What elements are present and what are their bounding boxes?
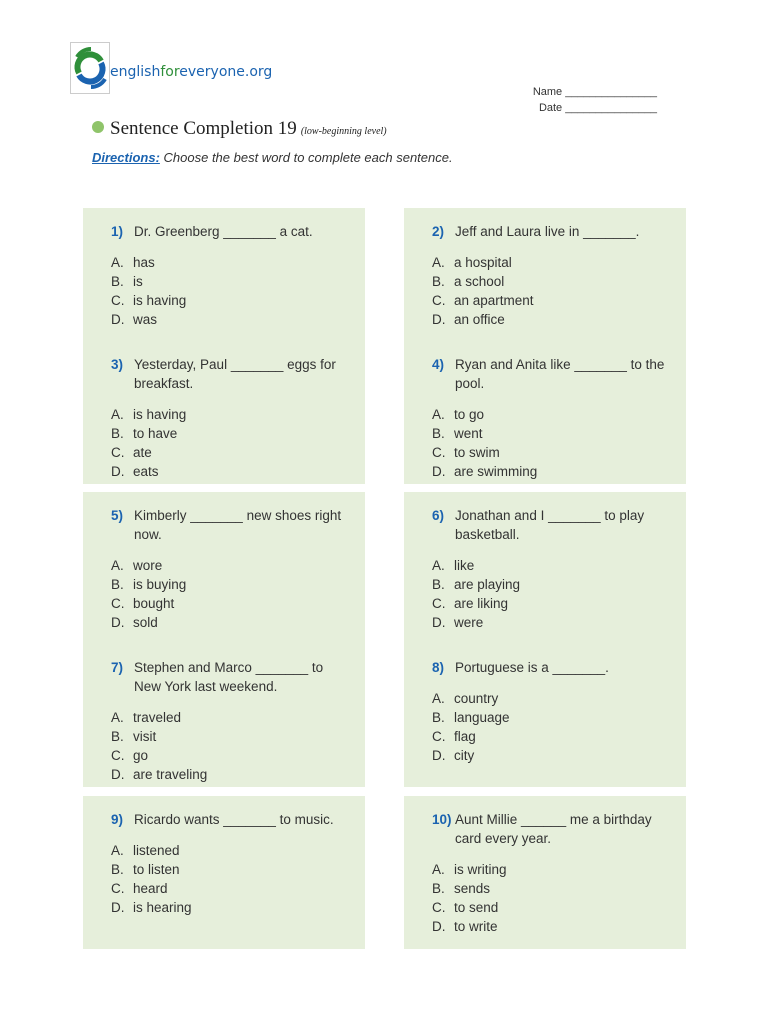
answer-option[interactable] [432,272,674,291]
question-card [404,208,686,341]
question-text: Jeff and Laura live in _______. [455,224,640,239]
option-letter: B. [111,862,124,877]
option-text: an office [454,312,505,327]
answer-option[interactable] [432,613,674,632]
option-letter: D. [111,615,125,630]
answer-option[interactable] [432,727,674,746]
question-text: Dr. Greenberg _______ a cat. [134,224,313,239]
option-text: was [133,312,158,327]
option-letter: C. [432,900,446,915]
option-text: an apartment [454,293,534,308]
answer-option[interactable] [111,860,353,879]
option-letter: D. [432,919,446,934]
site-name-mid: for [160,64,180,80]
answer-option[interactable] [111,575,353,594]
option-text: traveled [133,710,182,725]
option-text: is writing [454,862,507,877]
question-number: 1) [111,224,124,239]
answer-option[interactable] [432,879,674,898]
option-text: is [133,274,143,289]
answer-option[interactable] [111,708,353,727]
site-name [110,64,272,80]
option-letter: C. [111,881,125,896]
option-letter: A. [432,558,445,573]
option-letter: B. [432,426,445,441]
question-row [111,355,353,393]
option-text: like [454,558,475,573]
option-letter: B. [111,577,124,592]
question-text: Aunt Millie ______ me a birthday card every year. [455,812,652,846]
option-text: a school [454,274,505,289]
name-line: Name _______________ [532,86,657,98]
question-number: 4) [432,357,445,372]
option-text: is hearing [133,900,192,915]
answer-option[interactable] [111,841,353,860]
answer-option[interactable] [432,575,674,594]
option-text: to send [454,900,499,915]
globe-logo-icon [70,42,110,94]
question-row [432,222,674,241]
option-text: is buying [133,577,187,592]
question-row [432,355,674,393]
answer-option[interactable] [111,272,353,291]
answer-options [432,253,674,329]
option-letter: C. [111,293,125,308]
option-letter: A. [432,255,445,270]
option-text: is having [133,407,187,422]
answer-option[interactable] [111,310,353,329]
answer-option[interactable] [432,405,674,424]
option-letter: B. [432,881,445,896]
option-letter: A. [111,407,124,422]
answer-option[interactable] [432,708,674,727]
option-letter: A. [111,843,124,858]
answer-option[interactable] [432,689,674,708]
answer-option[interactable] [432,310,674,329]
option-text: heard [133,881,168,896]
answer-option[interactable] [111,898,353,917]
answer-option[interactable] [111,879,353,898]
answer-option[interactable] [111,594,353,613]
option-letter: B. [111,274,124,289]
option-text: to go [454,407,485,422]
answer-option[interactable] [432,594,674,613]
site-name-prefix: english [110,64,161,80]
answer-options [432,405,674,481]
option-text: sends [454,881,491,896]
question-number: 6) [432,508,445,523]
question-number: 7) [111,660,124,675]
question-card [83,492,365,645]
question-card [83,208,365,341]
option-letter: A. [432,691,445,706]
option-letter: D. [111,312,125,327]
directions-text: Choose the best word to complete each sentence. [159,150,453,165]
option-text: were [454,615,484,630]
option-letter: D. [432,615,446,630]
option-text: to write [454,919,498,934]
bullet-dot-icon [92,121,104,133]
question-card [404,796,686,949]
option-letter: C. [432,596,446,611]
question-number: 10) [432,812,452,827]
option-letter: C. [111,445,125,460]
option-text: to listen [133,862,180,877]
question-text: Ricardo wants _______ to music. [134,812,334,827]
question-row [111,810,353,829]
title-main: Sentence Completion 19 [110,118,297,139]
option-letter: D. [111,767,125,782]
title-level: (low-beginning level) [300,126,387,137]
option-text: are swimming [454,464,538,479]
question-number: 5) [111,508,124,523]
question-row [111,222,353,241]
option-letter: D. [432,464,446,479]
answer-options [111,708,353,784]
answer-option[interactable] [432,253,674,272]
answer-option[interactable] [111,746,353,765]
question-number: 2) [432,224,445,239]
question-card [404,644,686,787]
option-text: eats [133,464,159,479]
option-text: language [454,710,510,725]
question-row [111,658,353,696]
option-text: wore [133,558,163,573]
option-text: bought [133,596,175,611]
directions [92,150,453,165]
site-logo[interactable] [70,42,310,94]
answer-option[interactable] [111,443,353,462]
answer-option[interactable] [432,746,674,765]
question-card [404,341,686,484]
option-text: go [133,748,149,763]
question-text: Kimberly _______ new shoes right now. [134,508,342,542]
option-letter: C. [432,729,446,744]
option-letter: B. [111,426,124,441]
option-letter: D. [432,312,446,327]
option-letter: A. [111,710,124,725]
question-text: Ryan and Anita like _______ to the pool. [455,357,665,391]
question-number: 8) [432,660,445,675]
answer-option[interactable] [111,462,353,481]
option-text: city [454,748,475,763]
directions-label: Directions: [92,150,160,165]
answer-option[interactable] [432,860,674,879]
answer-option[interactable] [432,424,674,443]
answer-options [111,405,353,481]
option-letter: B. [432,577,445,592]
answer-options [111,556,353,632]
option-letter: A. [432,407,445,422]
option-text: has [133,255,155,270]
option-letter: C. [432,293,446,308]
option-text: flag [454,729,476,744]
option-text: went [454,426,483,441]
option-text: listened [133,843,180,858]
option-text: visit [133,729,157,744]
question-card [83,341,365,484]
answer-option[interactable] [111,613,353,632]
question-card [83,796,365,949]
option-text: a hospital [454,255,512,270]
option-text: sold [133,615,158,630]
option-letter: C. [111,596,125,611]
question-card [83,644,365,787]
answer-options [432,556,674,632]
option-letter: C. [111,748,125,763]
option-letter: D. [111,900,125,915]
site-name-suffix: everyone.org [179,64,273,80]
question-text: Portuguese is a _______. [455,660,609,675]
question-row [432,810,674,848]
question-text: Stephen and Marco _______ to New York last weekend. [134,660,324,694]
option-letter: A. [111,255,124,270]
answer-option[interactable] [432,291,674,310]
answer-options [432,860,674,936]
answer-options [432,689,674,765]
date-line: Date _______________ [538,102,657,114]
answer-option[interactable] [432,556,674,575]
answer-option[interactable] [111,253,353,272]
option-text: are playing [454,577,521,592]
answer-options [111,841,353,917]
option-text: are liking [454,596,509,611]
question-row [432,506,674,544]
question-number: 3) [111,357,124,372]
answer-option[interactable] [111,291,353,310]
question-text: Jonathan and I _______ to play basketball. [455,508,645,542]
answer-option[interactable] [432,917,674,936]
option-text: ate [133,445,152,460]
option-letter: B. [432,274,445,289]
answer-option[interactable] [432,898,674,917]
page-title [92,118,387,140]
answer-option[interactable] [111,765,353,784]
option-text: country [454,691,499,706]
question-row [432,658,674,677]
option-letter: A. [432,862,445,877]
option-text: to have [133,426,178,441]
answer-option[interactable] [111,727,353,746]
answer-options [111,253,353,329]
option-text: are traveling [133,767,208,782]
option-letter: C. [432,445,446,460]
answer-option[interactable] [111,424,353,443]
option-text: to swim [454,445,500,460]
option-letter: B. [111,729,124,744]
question-card [404,492,686,645]
answer-option[interactable] [111,556,353,575]
answer-option[interactable] [432,462,674,481]
option-letter: D. [111,464,125,479]
option-text: is having [133,293,187,308]
option-letter: A. [111,558,124,573]
option-letter: D. [432,748,446,763]
question-number: 9) [111,812,124,827]
name-date-block [533,84,657,116]
question-row [111,506,353,544]
answer-option[interactable] [432,443,674,462]
question-text: Yesterday, Paul _______ eggs for breakfast. [134,357,336,391]
answer-option[interactable] [111,405,353,424]
option-letter: B. [432,710,445,725]
